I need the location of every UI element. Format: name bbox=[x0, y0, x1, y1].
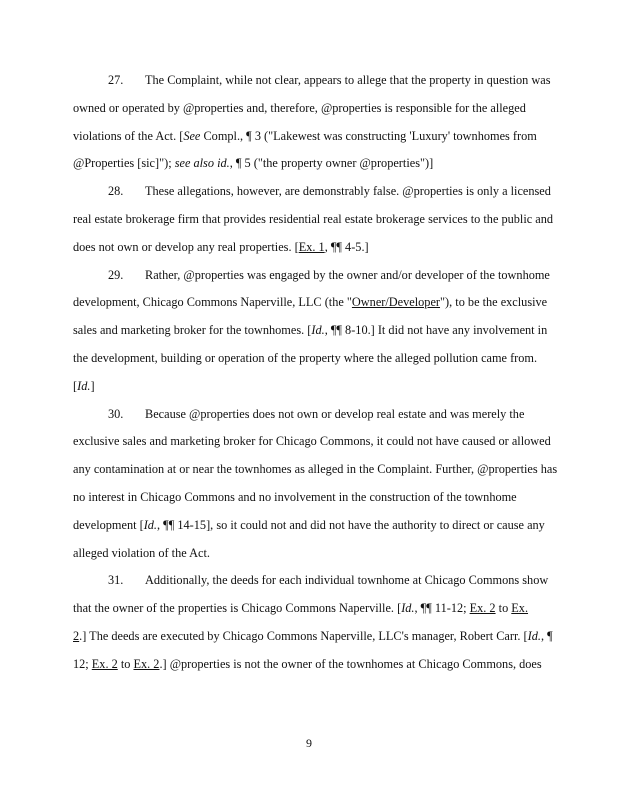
text-segment: real estate brokerage firm that provides residential real estate brokerage services to the public and bbox=[73, 212, 554, 226]
exhibit-reference: Ex. bbox=[511, 601, 529, 616]
paragraph-number: 29. bbox=[108, 267, 124, 282]
citation-italic: See bbox=[183, 128, 201, 143]
text-segment: Rather, @properties was engaged by the owner and/or developer of the townhome bbox=[145, 267, 550, 282]
text-segment: , ¶ 5 ("the property owner @properties")] bbox=[229, 156, 434, 171]
text-line bbox=[73, 489, 603, 505]
text-segment: , ¶¶ 8-10.] It did not have any involvement in bbox=[324, 323, 548, 338]
citation-italic: Id. bbox=[527, 629, 541, 643]
paragraph-number: 28. bbox=[108, 184, 124, 199]
paragraph-number: 31. bbox=[108, 573, 124, 588]
paragraph-first-line bbox=[108, 267, 618, 283]
text-line bbox=[73, 155, 603, 171]
text-segment: These allegations, however, are demonstrably false. @properties is only a licensed bbox=[145, 184, 551, 199]
text-segment: to bbox=[117, 656, 134, 671]
text-segment: , ¶¶ 11-12; bbox=[414, 601, 470, 616]
text-line bbox=[73, 600, 603, 616]
exhibit-reference: 2 bbox=[73, 629, 80, 643]
text-segment: , ¶ bbox=[540, 629, 553, 643]
text-segment: , ¶¶ 4-5.] bbox=[324, 239, 369, 254]
text-line bbox=[73, 656, 603, 672]
text-segment: owned or operated by @properties and, therefore, @properties is responsible for the alleged bbox=[73, 100, 526, 115]
text-segment: no interest in Chicago Commons and no involvement in the construction of the townhome bbox=[73, 490, 517, 504]
text-segment: development [ bbox=[73, 517, 144, 532]
paragraph-first-line bbox=[108, 406, 618, 422]
text-segment: @Properties [sic]"); bbox=[73, 156, 175, 171]
paragraph-number: 30. bbox=[108, 406, 124, 421]
text-segment: sales and marketing broker for the townhomes. [ bbox=[73, 323, 312, 338]
citation-italic: Id. bbox=[311, 323, 325, 338]
text-segment: , ¶¶ 14-15], so it could not and did not have the authority to direct or cause any bbox=[157, 517, 545, 532]
exhibit-reference: Ex. 2 bbox=[469, 601, 496, 616]
text-segment: any contamination at or near the townhomes as alleged in the Complaint. Further, @properties has bbox=[73, 462, 558, 477]
text-line bbox=[73, 294, 603, 310]
text-segment: development, Chicago Commons Naperville, LLC (the " bbox=[73, 295, 352, 310]
text-line bbox=[73, 628, 603, 644]
text-segment: does not own or develop any real properties. [ bbox=[73, 239, 299, 254]
text-segment: exclusive sales and marketing broker for Chicago Commons, it could not have caused or allowed bbox=[73, 434, 551, 449]
text-segment: Compl., ¶ 3 ("Lakewest was constructing 'Luxury' townhomes from bbox=[200, 128, 537, 143]
text-segment: ] bbox=[90, 378, 95, 393]
exhibit-reference: Owner/Developer bbox=[351, 295, 441, 310]
exhibit-reference: Ex. 1 bbox=[298, 239, 325, 254]
text-line bbox=[73, 545, 603, 561]
citation-italic: Id. bbox=[77, 378, 91, 393]
paragraph-first-line bbox=[108, 183, 618, 199]
text-segment: Additionally, the deeds for each individual townhome at Chicago Commons show bbox=[145, 573, 549, 588]
text-line bbox=[73, 128, 603, 144]
text-line bbox=[73, 239, 603, 255]
text-line bbox=[73, 461, 603, 477]
text-segment: The Complaint, while not clear, appears to allege that the property in question was bbox=[145, 73, 551, 87]
page-number: 9 bbox=[306, 736, 312, 750]
paragraph-number: 27. bbox=[108, 73, 124, 87]
text-line bbox=[73, 322, 603, 338]
text-segment: to bbox=[495, 601, 512, 616]
text-line bbox=[73, 350, 603, 366]
text-segment: alleged violation of the Act. bbox=[73, 545, 210, 560]
exhibit-reference: Ex. 2 bbox=[91, 656, 118, 671]
text-line bbox=[73, 100, 603, 116]
citation-italic: Id. bbox=[401, 601, 415, 616]
text-segment: that the owner of the properties is Chicago Commons Naperville. [ bbox=[73, 601, 402, 616]
text-segment: [ bbox=[73, 378, 78, 393]
text-line bbox=[73, 378, 603, 394]
exhibit-reference: Ex. 2 bbox=[133, 656, 160, 671]
text-line bbox=[73, 433, 603, 449]
text-segment: violations of the Act. [ bbox=[73, 128, 184, 143]
text-segment: the development, building or operation of the property where the alleged pollution came from. bbox=[73, 351, 538, 365]
citation-italic: Id. bbox=[143, 517, 158, 532]
citation-italic: see also id. bbox=[174, 156, 230, 171]
text-segment: .] The deeds are executed by Chicago Commons Naperville, LLC's manager, Robert Carr. [ bbox=[79, 629, 528, 643]
text-line bbox=[73, 517, 603, 533]
text-segment: Because @properties does not own or develop real estate and was merely the bbox=[145, 406, 525, 421]
paragraph-first-line bbox=[108, 72, 618, 88]
text-segment: "), to be the exclusive bbox=[440, 295, 548, 310]
text-segment: 12; bbox=[73, 656, 92, 671]
text-segment: .] @properties is not the owner of the townhomes at Chicago Commons, does bbox=[159, 656, 542, 671]
paragraph-first-line bbox=[108, 572, 618, 588]
text-line bbox=[73, 211, 603, 227]
